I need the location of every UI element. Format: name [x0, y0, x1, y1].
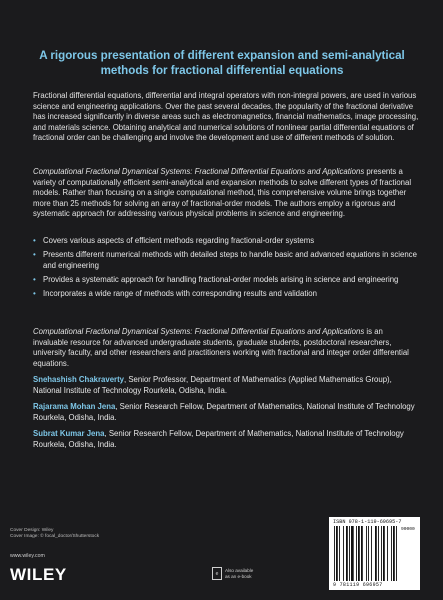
author-name: Rajarama Mohan Jena [33, 402, 116, 411]
description-paragraph [33, 167, 419, 220]
publisher-url: www.wiley.com [10, 553, 45, 559]
bullet-icon: • [33, 250, 36, 260]
description-text: presents a variety of computationally efficient semi-analytical and expansion methods to solve different types of fractional models. Rather than focusing on a single computational method, this comprehensive volume brings together more than 25 methods for solving an array of fractional-order models. The authors employ a rigorous and systematic approach for addressing various physical problems in science and engineering. [33, 167, 412, 219]
intro-paragraph: Fractional differential equations, differential and integral operators with non-integral powers, are used in various science and engineering applications. Over the past several decades, the popularity of the fractional derivative has increased significantly in diverse areas such as electromagnetics, financial mathematics, image processing, and materials science. Obtaining analytical and numerical solutions of nonlinear partial differential equations of fractional order can be challenging and involve the development and use of different methods of solution. [33, 91, 419, 143]
list-item: • Presents different numerical methods with detailed steps to handle basic and advanced equations in science and engineering [33, 250, 417, 270]
bullet-icon: • [33, 274, 36, 284]
author-desc: , Senior Research Fellow, Department of Mathematics, National Institute of Technology Rourkela, Odisha, India. [33, 402, 415, 422]
author-desc: , Senior Research Fellow, Department of Mathematics, National Institute of Technology Rourkela, Odisha, India. [33, 429, 404, 449]
audience-paragraph [33, 327, 419, 369]
bullet-icon: • [33, 288, 36, 298]
author-bio [33, 375, 419, 396]
book-title-repeat: Computational Fractional Dynamical Systems: Fractional Differential Equations and Applications [33, 327, 365, 336]
author-name: Snehashish Chakraverty [33, 375, 125, 384]
price-addon: 90000 [401, 527, 415, 532]
feature-list [33, 236, 419, 303]
author-bio [33, 429, 419, 450]
book-title: Computational Fractional Dynamical Systems: Fractional Differential Equations and Applications [33, 167, 365, 176]
author-bio [33, 402, 419, 423]
isbn-label: ISBN 978-1-119-69695-7 [333, 519, 402, 525]
publisher-logo: WILEY [10, 565, 67, 584]
barcode-digits: 9 781119 696957 [333, 582, 383, 588]
author-desc: , Senior Professor, Department of Mathematics (Applied Mathematics Group), National Institute of Technology Rourkela, Odisha, India. [33, 375, 392, 395]
headline: A rigorous presentation of different expansion and semi-analytical methods for fractional differential equations [39, 49, 405, 77]
ebook-badge: e Also available as an e-book [212, 567, 253, 580]
bullet-icon: • [33, 236, 36, 245]
audience-text: is an invaluable resource for advanced undergraduate students, graduate students, postdoctoral researchers, university faculty, and other researchers and practitioners working with fractional and integer order differential equations. [33, 327, 409, 368]
barcode-icon [333, 526, 417, 581]
author-name: Subrat Kumar Jena [33, 429, 105, 438]
list-item: • Incorporates a wide range of methods with corresponding results and validation [33, 288, 317, 298]
list-item: • Provides a systematic approach for handling fractional-order models arising in science and engineering [33, 274, 399, 284]
cover-credits: Cover Design: Wiley Cover Image: © focal_doctor/Shutterstock [10, 528, 100, 540]
ebook-icon: e [212, 567, 222, 580]
list-item: • Covers various aspects of efficient methods regarding fractional-order systems [33, 236, 315, 245]
